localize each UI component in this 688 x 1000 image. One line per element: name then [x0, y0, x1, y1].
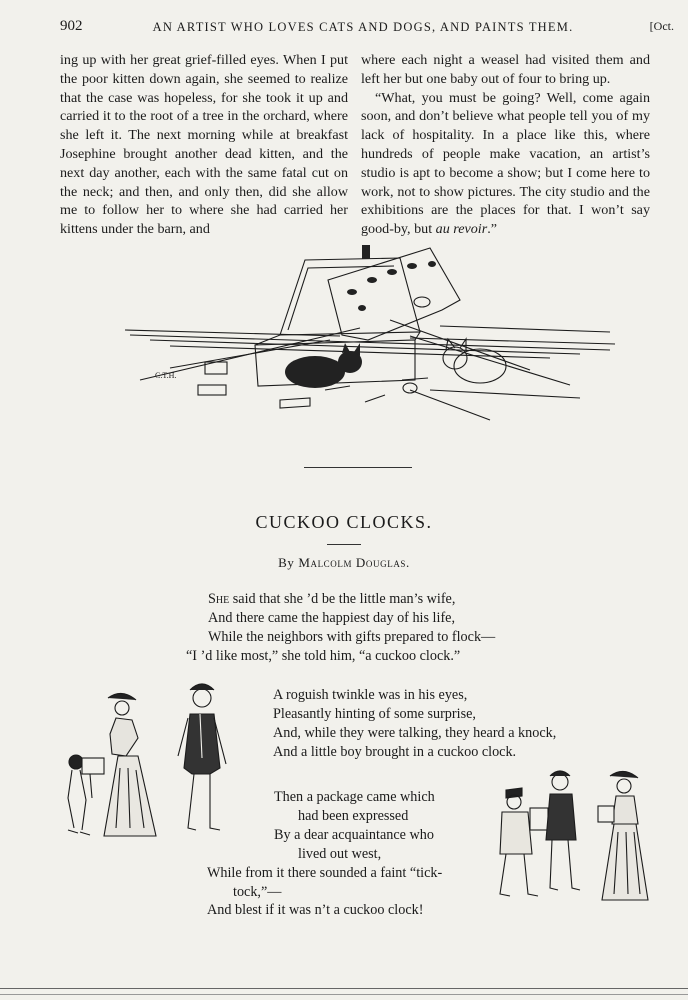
section-divider [304, 467, 412, 468]
left-column-paragraph: ing up with her great grief-filled eyes. When I put the poor kitten down again, she seemed to realize that the case was hopeless, for she took it up and carried it to the root of a tree in the orchard, where she left it. The next morning while at breakfast Josephine brought another dead kitten, and the next day another, each with the same fatal cut on the neck; and then, and only then, did she allow me to follow her to where she had carried her kittens under the barn, and [60, 52, 348, 238]
verse-line: While from it there sounded a faint “tick- [207, 864, 443, 881]
page-number: 902 [60, 18, 83, 34]
bottom-rule [0, 994, 688, 995]
verse-line [186, 590, 495, 609]
paintbox-cats-illustration [110, 240, 630, 430]
right-column [361, 51, 650, 239]
right-column-paragraph-2-text: “What, you must be going? Well, come again soon, and don’t believe what people tell you of my lack of hospitality. In a place like this, where hundreds of people make vacation, an artist’s studio is apt to become a show; but I come here to work, not to show pictures. The city studio and the exhibitions are the places for that. I won’t say good-by, but [361, 89, 650, 238]
verse-line: had been expressed [298, 807, 409, 824]
right-column-paragraph-1: where each night a weasel had visited them and left her but one baby out of four to bring up. [361, 52, 650, 87]
au-revoir-italic: au revoir [435, 221, 488, 238]
verse-line: Pleasantly hinting of some surprise, [273, 705, 476, 722]
verse-line: And blest if it was n’t a cuckoo clock! [207, 902, 424, 919]
byline-prefix: By [278, 555, 295, 570]
verse-line: A roguish twinkle was in his eyes, [273, 687, 468, 703]
verse-line: And there came the happiest day of his life, [208, 609, 456, 626]
stanza-2 [273, 686, 556, 762]
verse-line: And, while they were talking, they heard a knock, [273, 724, 557, 741]
verse-line: tock,”— [233, 883, 282, 900]
verse-line: “I ’d like most,” she told him, “a cuckoo clock.” [186, 647, 461, 664]
poem-title: CUCKOO CLOCKS. [255, 512, 433, 532]
running-header [60, 18, 680, 40]
verse-line: By a dear acquaintance who [274, 826, 434, 843]
verse-line: While the neighbors with gifts prepared to flock— [208, 628, 496, 645]
right-column-paragraph-2 [361, 89, 650, 239]
verse-line: lived out west, [298, 845, 382, 862]
dropcap-word: She [208, 591, 230, 607]
left-column [60, 51, 348, 239]
package-delivery-illustration [488, 768, 658, 903]
verse-line: And a little boy brought in a cuckoo clock. [273, 743, 517, 760]
bottom-rule [0, 988, 688, 989]
running-month: [Oct. [649, 19, 674, 33]
stanza-3 [207, 788, 442, 920]
title-rule [327, 544, 361, 545]
right-column-paragraph-2-end: .” [487, 221, 497, 238]
stanza-1 [186, 590, 495, 666]
poem-author: Malcolm Douglas. [298, 555, 410, 570]
running-title: AN ARTIST WHO LOVES CATS AND DOGS, AND PAINTS THEM. [152, 20, 574, 34]
verse-line: Then a package came which [274, 789, 435, 805]
poem-byline [0, 555, 688, 571]
illustration-signature: C.T.H. [155, 371, 177, 380]
verse-line-text: said that she ’d be the little man’s wife, [229, 591, 456, 607]
